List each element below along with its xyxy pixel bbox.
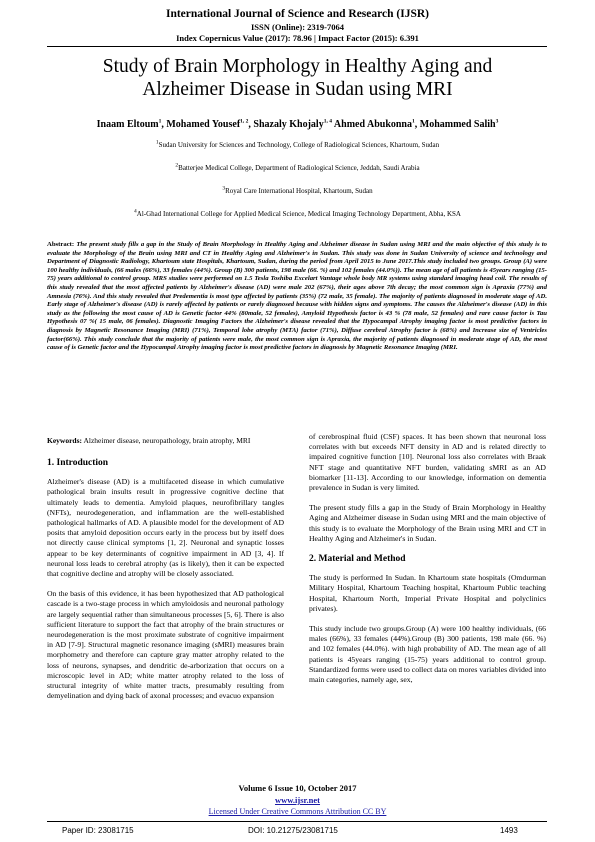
affil-sup: 4 <box>134 208 137 215</box>
affil-text: Sudan University for Sciences and Technology, College of Radiological Sciences, Khartoum, Sudan <box>158 141 440 149</box>
affiliation-1 <box>40 141 555 149</box>
footer-paper-id: Paper ID: 23081715 <box>62 826 134 835</box>
abstract <box>47 241 547 353</box>
affil-text: Royal Care International Hospital, Khartoum, Sudan <box>225 187 373 195</box>
left-column <box>47 458 284 711</box>
paper-title-line-2: Alzheimer Disease in Sudan using MRI <box>142 79 453 100</box>
keywords-label: Keywords: <box>47 436 82 445</box>
header-rule <box>47 46 547 47</box>
section-heading-introduction: 1. Introduction <box>47 458 109 468</box>
abstract-label: Abstract: <box>47 241 75 248</box>
footer-volume: Volume 6 Issue 10, October 2017 <box>238 783 357 793</box>
journal-title: International Journal of Science and Research (IJSR) <box>165 8 429 20</box>
footer-page-number: 1493 <box>500 826 518 835</box>
author-name: Mohammed Salih <box>419 119 496 130</box>
abstract-text: The present study fills a gap in the Study of Brain Morphology in Healthy Aging and Alzheimer disease in Sudan using MRI and the main objective of this study is to evaluate the Morphology of the Brain using MRI and CT in Healthy Aging and Alzheimer's in Sudan. This study was done in Sudan University of science and technology and Department of Diagnostic Radiology, Khartoum state Hospitals, Khartoum, Sudan, during the period from April 2015 to June 2017.This study included two groups. Group (A) were 100 healthy individuals, (66 males (66%), 33 females (44%). Group (B) 300 patients, 198 male (66. %) and 102 females (44.0%)). The mean age of all patients is 45years ranging (15-75) years additional to control group. MRS studies were performed on 1.5 Tesla Toshiba Excelart Vantage whole body MR systems using standard imaging head coil. The results of this study revealed that the most affected patients by Alzheimer's disease (AD) were male 202 (67%), their ages above 7th decay; the most common sign is Apraxia (77%) and Amnesia (76%). And this study revealed that Predementia is most type affected by patients (35%) (72 male, 35 female). The majority of patients diagnosed in moderate stage of AD. Early stage of Alzheimer's disease (AD) is rarely affected by patients or rarely diagnosed because with hidden signs and symptoms. The causes the Alzheimer's disease (AD) in this study as the following the most cause of AD is Genetic factor 44% (80male, 52 females), Amyloid Hypothesis factor is 43 % (78 male, 52 females) and rare cause factor is Tau Hypothesis 07 %( 15 male, 06 females). Diagnostic Imaging Factors the Alzheimer's disease revealed that the Hypocampal Atrophy imaging factor is most predictive factors in diagnosis by Magnetic Resonance Imaging (MRI) (71%), Temporal lobe atrophy (MTA) factor (71%), Diffuse cerebral Atrophy factor is (68%) and Increase size of Ventricles factor(66%). This study conclude that the majority of patients were male, the most common sign is Apraxia, the majority of patients diagnosed in moderate stage of AD, the most cause of is Genetic factor and the Hypocampal Atrophy imaging factor is most predictive factors in diagnosis by Magnetic Resonance Imaging (MRI. <box>47 241 547 352</box>
methods-paragraph-1: The study is performed In Sudan. In Khartoum state hospitals (Omdurman Military Hospital, Khartoum Teaching hospital, Khartoum Public teaching Hospital, Khartoum North, Imperial Private Hospital and polyclinics privates). <box>309 573 546 613</box>
right-column <box>309 432 546 695</box>
footer-doi: DOI: 10.21275/23081715 <box>248 826 338 835</box>
affiliation-2 <box>40 164 555 172</box>
intro-paragraph-2: On the basis of this evidence, it has been hypothesized that AD pathological cascade is a two-stage process in which amyloidosis and neuronal pathology are largely sequential rather than simultaneous processes [5, 6]. There is also sufficient literature to support the fact that atrophy of the brain structures or neurodegeneration is the most proximate substrate of cognitive impairment in AD [7-9]. Structural magnetic resonance imaging (sMRI) measures brain morphometry and therefore can capture gray matter atrophy related to the loss of neurons, synapses, and dendritic de-arborization that occurs on a microscopic level in AD; white matter atrophy related to the loss of structural integrity of white matter tracts, presumably resulting from demyelination and dying back of axonal processes; and evacuo expansion <box>47 589 284 701</box>
paper-title <box>40 55 555 101</box>
affil-text: Batterjee Medical College, Department of Radiological Science, Jeddah, Saudi Arabia <box>178 164 420 172</box>
issn-line: ISSN (Online): 2319-7064 <box>250 22 345 32</box>
methods-paragraph-2: This study include two groups.Group (A) were 100 healthy individuals, (66 males (66%), 33 females (44%).Group (B) 300 patients, 198 male (66. %) and 102 females (44.0%). with high probability of AD. The mean age of all patients is 45years ranging (15-75) years additional to control group. Standardized forms were used to collect data on mores variables divided into main categories, namely age, sex, <box>309 624 546 685</box>
author-name: Inaam Eltoum <box>96 119 159 130</box>
affil-text: Al-Ghad International College for Applied Medical Science, Medical Imaging Technology Department, Abha, KSA <box>136 210 461 218</box>
footer-license-link[interactable]: Licensed Under Creative Commons Attribution CC BY <box>208 807 387 816</box>
author-name: Ahmed Abukonna <box>333 119 412 130</box>
author-name: Mohamed Yousef <box>166 119 241 130</box>
intro-paragraph-3: of cerebrospinal fluid (CSF) spaces. It has been shown that neuronal loss correlates with but exceeds NFT density in AD and is related directly to impaired cognitive function [10]. Neuronal loss also correlates with Braak NFT stage and quantitative NFT burden, validating sMRI as an AD biomarker [11-13]. According to our knowledge, information on dementia prevalence in Sudan is very limited. <box>309 432 546 493</box>
affil-sup: 1 <box>155 139 159 146</box>
index-line: Index Copernicus Value (2017): 78.96 | Impact Factor (2015): 6.391 <box>176 33 419 43</box>
author-list: Inaam Eltoum$^1$, Mohamed Yousef$^{1, 2}$, Shazaly Khojaly$^{1, 4}$ Ahmed Abukonna$^1$, Mohammed Salih$^3$ <box>96 118 499 130</box>
intro-paragraph-1: Alzheimer's disease (AD) is a multifaceted disease in which cumulative pathological brain insults result in progressive cognitive decline that ultimately leads to dementia. Amyloid plaques, neurofibrillary tangles (NFTs), neurodegeneration, and inflammation are the well-established pathological hallmarks of AD. A plausible model for the development of AD posits that amyloid deposition occurs early in the process but by itself does not directly cause clinical symptoms [1, 2]. Neuronal and synaptic losses appear to be key determinants of cognitive impairment in AD [3, 4]. If neuronal loss leads to cerebral atrophy (as is likely), then it can be expected that cognitive decline and atrophy will be closely associated. <box>47 477 284 579</box>
affiliation-3 <box>40 187 555 195</box>
author-name: Shazaly Khojaly <box>253 119 324 130</box>
affiliation-4 <box>40 210 555 218</box>
paper-title-line-1: Study of Brain Morphology in Healthy Aging and <box>102 56 493 77</box>
intro-paragraph-4: The present study fills a gap in the Study of Brain Morphology in Healthy Aging and Alzheimer disease in Sudan using MRI and the main objective of this study is to evaluate the Morphology of the Brain using MRI and CT in Healthy Aging and Alzheimer's in Sudan. <box>309 503 546 543</box>
author-affil-sup: 1 <box>412 118 415 125</box>
affil-sup: 2 <box>175 162 179 169</box>
author-affil-sup: 1, 2 <box>240 118 249 125</box>
footer-journal-link[interactable]: www.ijsr.net <box>274 795 321 805</box>
section-heading-methods: 2. Material and Method <box>309 554 406 565</box>
affil-sup: 3 <box>222 185 226 192</box>
footer-rule <box>47 821 547 822</box>
author-affil-sup: 1, 4 <box>323 118 332 125</box>
keywords-text: Alzheimer disease, neuropathology, brain atrophy, MRI <box>83 436 251 445</box>
author-affil-sup: 1 <box>158 118 162 125</box>
author-affil-sup: 3 <box>495 118 499 125</box>
